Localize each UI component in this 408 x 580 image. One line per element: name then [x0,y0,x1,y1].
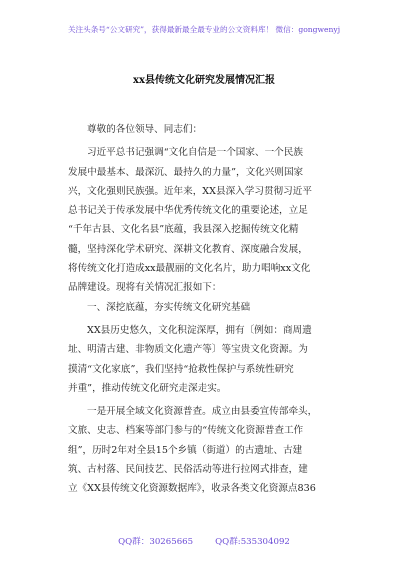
body-line: 发展中最基本、最深沉、最持久的力量”，文化兴则国家 [68,166,304,178]
body-line: 髓，坚持深化学术研究、深耕文化教育、深度融合发展， [68,243,308,255]
body-line: “千年古县、文化名县”底蕴，我县深入挖掘传统文化精 [68,224,299,236]
body-line: 组”，历时2年对全县15个乡镇（街道）的古遗址、古建 [68,444,303,456]
body-line: 筑、古村落、民间技艺、民俗活动等进行拉网式排查，建 [68,464,308,476]
body-line: 尊敬的各位领导、同志们： [87,124,203,135]
header-promo-note: 关注头条号“公文研究”，获得最新最全最专业的公文资料库！ 微信：gongwenyj [67,25,341,34]
document-body [68,120,348,499]
body-line: 并重”，推动传统文化研究走深走实。 [68,382,227,394]
body-line: 总书记关于传承发展中华优秀传统文化的重要论述，立足 [68,205,308,217]
footer-qq-group-2: QQ群:535304092 [215,537,290,547]
body-line: XX县历史悠久，文化积淀深厚，拥有〔例如：商周遗 [87,324,312,336]
footer-contact [0,535,408,547]
body-line: 摸清“文化家底”，我们坚持“抢救性保护与系统性研究 [68,363,294,375]
body-line: 一是开展全域文化资源普查。成立由县委宣传部牵头， [87,406,318,418]
body-line: 品牌建设。现将有关情况汇报如下： [68,282,222,294]
body-line: 址、明清古建、非物质文化遗产等〕等宝贵文化资源。为 [68,344,308,356]
footer-qq-group-1: QQ群：30265665 [118,537,194,547]
body-line: 立《XX县传统文化资源数据库》，收录各类文化资源点836 [68,483,316,495]
body-line: 将传统文化打造成xx最靓丽的文化名片，助力唱响xx文化 [68,263,311,275]
body-line: 兴，文化强则民族强。近年来，XX县深入学习贯彻习近平 [68,185,312,197]
body-line: 习近平总书记强调“文化自信是一个国家、一个民族 [87,147,303,159]
document-title: xx县传统文化研究发展情况汇报 [133,75,275,86]
body-line: 文旅、史志、档案等部门参与的“传统文化资源普查工作 [68,425,304,437]
body-line: 一、深挖底蕴，夯实传统文化研究基础 [87,301,251,313]
